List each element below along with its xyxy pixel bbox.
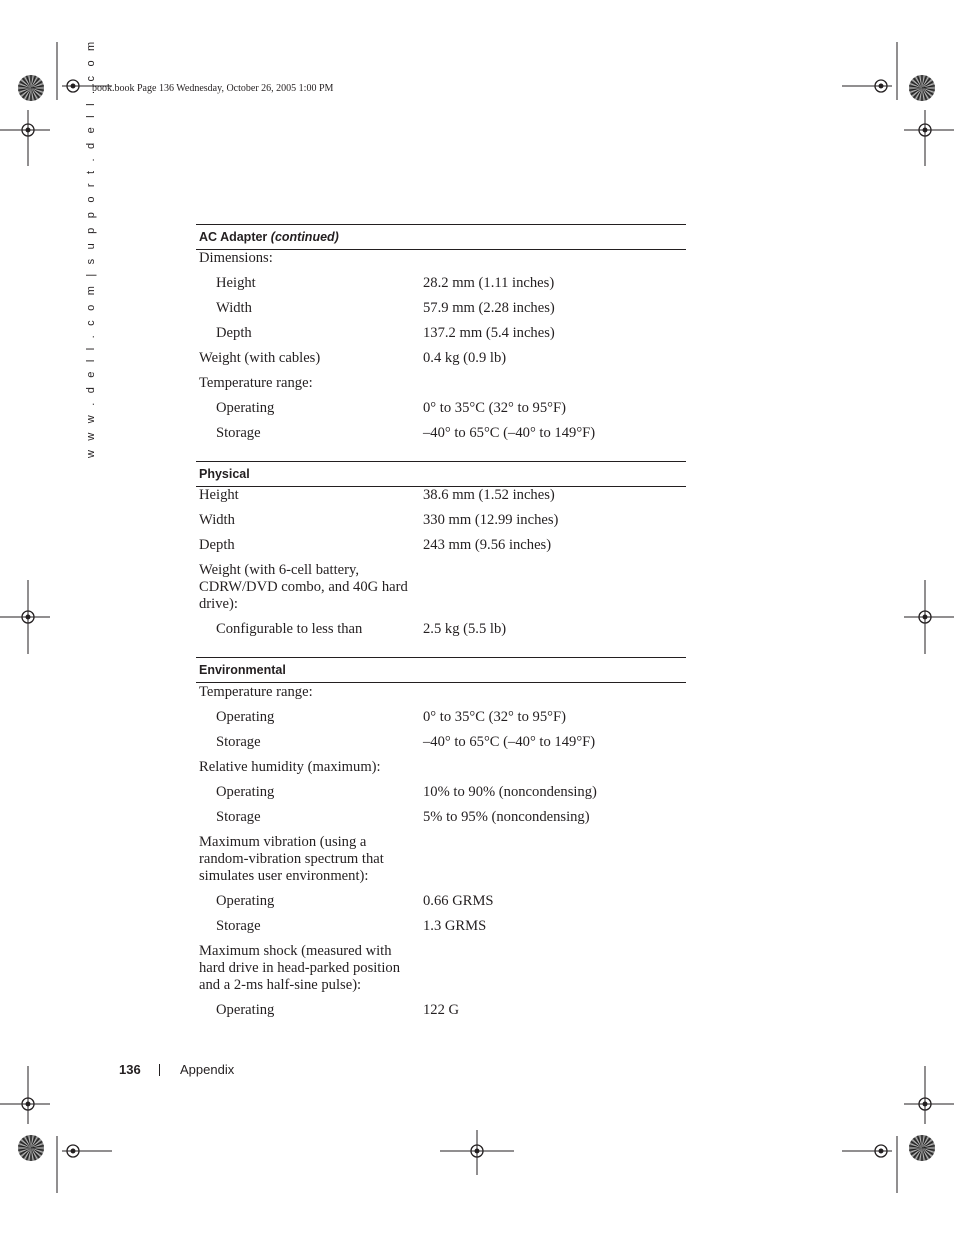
spec-label: Operating xyxy=(216,893,275,909)
spec-value: 28.2 mm (1.11 inches) xyxy=(423,275,555,291)
spec-value: –40° to 65°C (–40° to 149°F) xyxy=(423,734,596,750)
spec-value: 2.5 kg (5.5 lb) xyxy=(423,621,507,637)
starburst-mark xyxy=(18,1135,44,1161)
spec-label: Weight (with 6-cell battery, CDRW/DVD combo, and 40G hard drive): xyxy=(199,562,408,612)
spec-label: Temperature range: xyxy=(199,375,313,391)
spec-label: Operating xyxy=(216,400,275,416)
spec-value: 243 mm (9.56 inches) xyxy=(423,537,552,553)
spec-value: 57.9 mm (2.28 inches) xyxy=(423,300,555,316)
side-url-text: w w w . d e l l . c o m | s u p p o r t . d e l l . c o m xyxy=(85,38,97,458)
starburst-mark xyxy=(909,1135,935,1161)
spec-label: Operating xyxy=(216,1002,275,1018)
page-number: 136 xyxy=(119,1062,141,1077)
starburst-mark xyxy=(18,75,44,101)
spec-label: Maximum vibration (using a random-vibration spectrum that simulates user environment): xyxy=(199,834,384,884)
spec-label: Height xyxy=(216,275,256,291)
spec-value: 0.4 kg (0.9 lb) xyxy=(423,350,507,366)
spec-value: 1.3 GRMS xyxy=(423,918,487,934)
spec-value: 0° to 35°C (32° to 95°F) xyxy=(423,709,566,725)
spec-label: Height xyxy=(199,487,239,503)
section-title: Environmental xyxy=(199,663,286,677)
spec-label: Depth xyxy=(216,325,252,341)
spec-value: 10% to 90% (noncondensing) xyxy=(423,784,597,800)
spec-label: Storage xyxy=(216,734,261,750)
spec-label: Storage xyxy=(216,425,261,441)
spec-label: Storage xyxy=(216,809,261,825)
spec-value: –40° to 65°C (–40° to 149°F) xyxy=(423,425,596,441)
spec-label: Temperature range: xyxy=(199,684,313,700)
spec-value: 137.2 mm (5.4 inches) xyxy=(423,325,555,341)
starburst-mark xyxy=(909,75,935,101)
spec-label: Dimensions: xyxy=(199,250,273,266)
spec-label: Operating xyxy=(216,709,275,725)
footer-title: Appendix xyxy=(180,1062,235,1077)
spec-label: Operating xyxy=(216,784,275,800)
spec-label: Weight (with cables) xyxy=(199,350,321,366)
spec-value: 122 G xyxy=(423,1002,460,1018)
spec-label: Storage xyxy=(216,918,261,934)
spec-value: 5% to 95% (noncondensing) xyxy=(423,809,590,825)
spec-label: Width xyxy=(199,512,235,528)
print-header: book.book Page 136 Wednesday, October 26, 2005 1:00 PM xyxy=(92,83,334,94)
section-title: Physical xyxy=(199,467,250,481)
spec-value: 0.66 GRMS xyxy=(423,893,494,909)
spec-value: 330 mm (12.99 inches) xyxy=(423,512,559,528)
section-title-suffix: (continued) xyxy=(270,230,339,244)
section-title: AC Adapter xyxy=(199,230,268,244)
spec-label: Maximum shock (measured with hard drive in head-parked position and a 2-ms half-sine pulse): xyxy=(199,943,401,993)
spec-label: Depth xyxy=(199,537,235,553)
spec-label: Configurable to less than xyxy=(216,621,363,637)
spec-value: 38.6 mm (1.52 inches) xyxy=(423,487,555,503)
spec-label: Relative humidity (maximum): xyxy=(199,759,381,775)
spec-label: Width xyxy=(216,300,252,316)
spec-value: 0° to 35°C (32° to 95°F) xyxy=(423,400,566,416)
